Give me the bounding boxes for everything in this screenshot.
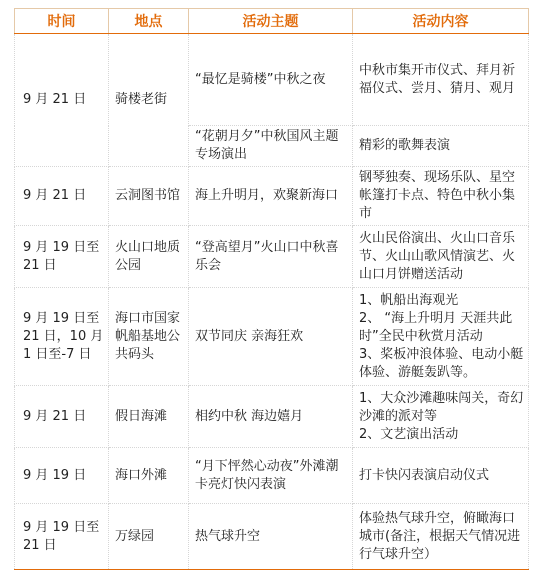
table-row — [15, 226, 529, 288]
schedule-table — [14, 8, 529, 570]
row-date: 9 月 19 日 — [15, 448, 109, 504]
row-theme: 热气球升空 — [189, 504, 353, 570]
content-line: 1、帆船出海观光 — [359, 292, 459, 308]
table-row — [15, 448, 529, 504]
row-content: 火山民俗演出、火山口音乐节、火山山歌风情演艺、火山口月饼赠送活动 — [353, 226, 529, 288]
row-place: 万绿园 — [109, 504, 189, 570]
table-row — [15, 167, 529, 226]
table-row — [15, 288, 529, 386]
row-theme: “月下怦然心动夜”外滩潮卡亮灯快闪表演 — [189, 448, 353, 504]
row-theme: 相约中秋 海边嬉月 — [189, 386, 353, 448]
row-content: 体验热气球升空，俯瞰海口城市(备注，根据天气情况进行气球升空） — [353, 504, 529, 570]
content-line: 2、 “海上升明月 天涯共此时”全民中秋赏月活动 — [359, 310, 513, 344]
row-content: 打卡快闪表演启动仪式 — [353, 448, 529, 504]
table-row — [15, 504, 529, 570]
row-theme: 海上升明月，欢聚新海口 — [189, 167, 353, 226]
row-theme: “登高望月”火山口中秋喜乐会 — [189, 226, 353, 288]
event-schedule — [14, 8, 528, 570]
table-row — [15, 34, 529, 126]
row-date: 9 月 19 日至 21 日 — [15, 504, 109, 570]
row-content: 钢琴独奏、现场乐队、星空帐篷打卡点、特色中秋小集市 — [353, 167, 529, 226]
row-date: 9 月 21 日 — [15, 34, 109, 167]
header-theme: 活动主题 — [189, 9, 353, 34]
content-line: 2、文艺演出活动 — [359, 426, 459, 442]
table-header-row — [15, 9, 529, 34]
row-date: 9 月 21 日 — [15, 167, 109, 226]
row-theme: 双节同庆 亲海狂欢 — [189, 288, 353, 386]
row-date: 9 月 21 日 — [15, 386, 109, 448]
row-place: 骑楼老街 — [109, 34, 189, 167]
table-row — [15, 386, 529, 448]
row-content — [353, 386, 529, 448]
row-date: 9 月 19 日至 21 日，10 月 1 日至-7 日 — [15, 288, 109, 386]
header-time: 时间 — [15, 9, 109, 34]
row-place: 火山口地质公园 — [109, 226, 189, 288]
header-place: 地点 — [109, 9, 189, 34]
content-line: 3、桨板冲浪体验、电动小艇体验、游艇轰趴等。 — [359, 346, 524, 380]
row-place: 海口外滩 — [109, 448, 189, 504]
row-content: 中秋市集开市仪式、拜月祈福仪式、尝月、猜月、观月 — [353, 34, 529, 126]
row-place: 云洞图书馆 — [109, 167, 189, 226]
row-content — [353, 288, 529, 386]
row-date: 9 月 19 日至 21 日 — [15, 226, 109, 288]
row-content: 精彩的歌舞表演 — [353, 126, 529, 167]
header-content: 活动内容 — [353, 9, 529, 34]
row-place: 假日海滩 — [109, 386, 189, 448]
content-line: 1、大众沙滩趣味闯关，奇幻沙滩的派对等 — [359, 390, 524, 424]
row-theme: “最忆是骑楼”中秋之夜 — [189, 34, 353, 126]
row-theme: “花朝月夕”中秋国风主题专场演出 — [189, 126, 353, 167]
row-place: 海口市国家帆船基地公共码头 — [109, 288, 189, 386]
